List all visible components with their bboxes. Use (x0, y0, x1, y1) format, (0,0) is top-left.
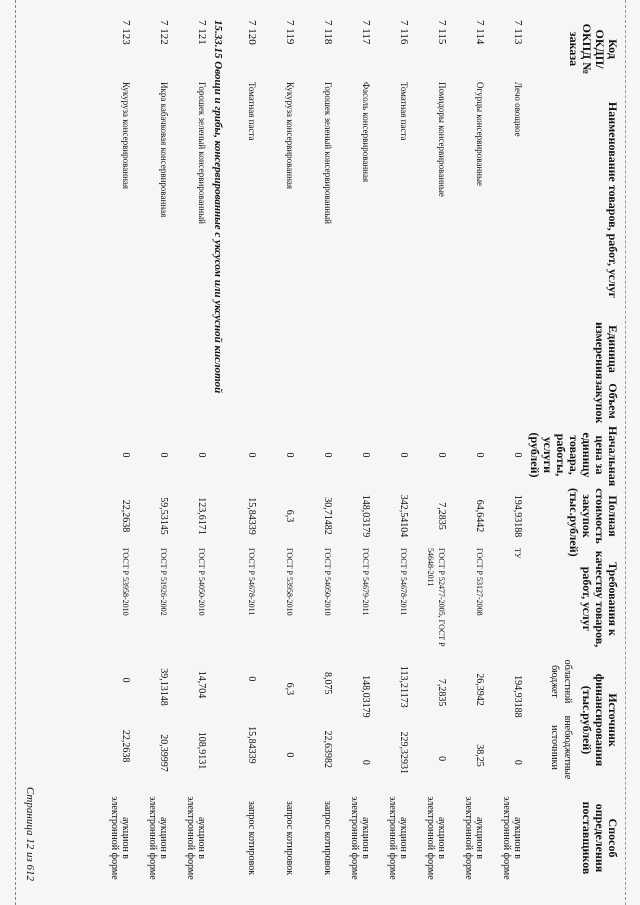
table-row (299, 18, 337, 888)
cell-fin-extra: 20,39997 (158, 734, 169, 772)
cell-name: Томатная паста (247, 82, 257, 141)
cell-financing (173, 652, 211, 788)
header-fin-regional: областной бюджет (549, 659, 573, 704)
cell-volume (413, 378, 451, 424)
header-unit: Единица измерения (593, 322, 620, 380)
cell-unit (299, 320, 337, 378)
header-name: Наименование товаров, работ, услуг (606, 101, 620, 299)
cell-method: запрос котировок (322, 800, 333, 876)
cell-method: аукцион в электронной форме (387, 796, 409, 880)
cell-total: 15,84339 (246, 497, 257, 535)
cell-financing (261, 652, 299, 788)
cell-fin-regional: 26,3942 (474, 673, 485, 706)
cell-code: 7 116 (398, 20, 410, 45)
header-financing (527, 652, 620, 788)
cell-unit (413, 320, 451, 378)
cell-code: 7 115 (436, 20, 448, 45)
header-volume: Объем закупок (593, 380, 620, 424)
cell-volume (375, 378, 413, 424)
cell-name: Лечо овощное (513, 82, 523, 137)
cell-fin-regional: 148,03179 (360, 675, 371, 718)
cell-unit (135, 320, 173, 378)
cell-fin-extra: 0 (512, 759, 523, 765)
cell-method: аукцион в электронной форме (147, 796, 169, 880)
header-fin-extra: внебюджетные источники (549, 715, 573, 780)
cell-fin-extra: 22,63982 (322, 730, 333, 768)
cell-code: 7 117 (360, 20, 372, 45)
cell-method: аукцион в электронной форме (425, 796, 447, 880)
cell-unit (451, 320, 489, 378)
cell-requirements: ГОСТ Р 51926-2002 (159, 548, 168, 616)
category-label: 15.33.15 Овощи и грибы, консервированные с уксусом или уксусной кислотой (212, 20, 224, 394)
cell-requirements: ГОСТ Р 53958-2010 (285, 548, 294, 616)
cell-requirements: ГОСТ Р 54050-2010 (323, 548, 332, 616)
cell-unit (261, 320, 299, 378)
cell-price: 0 (158, 452, 169, 458)
header-code: Код ОКДП/ ОКПД № заказа (567, 23, 620, 75)
scan-edge-top (625, 0, 640, 905)
cell-total: 6,3 (284, 509, 295, 523)
cell-code: 7 118 (322, 20, 334, 45)
table-row (173, 18, 211, 888)
cell-unit (223, 320, 261, 378)
cell-price: 0 (398, 452, 409, 458)
cell-fin-extra: 0 (436, 756, 447, 762)
cell-name: Горошек зеленый консервированный (197, 82, 207, 224)
header-method: Способ определения поставщиков (580, 801, 620, 875)
cell-total: 342,54104 (398, 494, 409, 538)
cell-code: 7 122 (158, 20, 170, 45)
cell-method: аукцион в электронной форме (501, 796, 523, 880)
cell-fin-regional: 0 (120, 677, 131, 683)
cell-price: 0 (246, 452, 257, 458)
header-requirements: Требования к качеству товаров, работ, услуг (580, 550, 620, 648)
cell-requirements: ГОСТ Р 54678-2011 (399, 548, 408, 616)
cell-volume (261, 378, 299, 424)
header-financing-title: Источник финансирования (тыс.рублей) (580, 673, 620, 767)
cell-method: аукцион в электронной форме (185, 796, 207, 880)
cell-price: 0 (436, 452, 447, 458)
cell-unit (375, 320, 413, 378)
cell-fin-regional: 8,075 (322, 672, 333, 695)
table-row (489, 18, 527, 888)
page-number: Страница 12 из 612 (24, 786, 36, 881)
cell-method: запрос котировок (284, 800, 295, 876)
cell-financing (413, 652, 451, 788)
category-row (211, 18, 223, 888)
cell-total: 64,6442 (474, 499, 485, 533)
cell-method: аукцион в электронной форме (109, 796, 131, 880)
cell-method: аукцион в электронной форме (463, 796, 485, 880)
cell-name: Фасоль консервированная (361, 82, 371, 183)
cell-financing (223, 652, 261, 788)
cell-fin-extra: 108,9131 (196, 731, 207, 770)
cell-price: 0 (474, 452, 485, 458)
header-price: Начальная цена за единицу товара, работы, услуги (рублей) (528, 426, 620, 487)
table-row (375, 18, 413, 888)
cell-name: Кукуруза консервированная (285, 82, 295, 190)
cell-fin-regional: 39,13148 (158, 668, 169, 706)
cell-financing (375, 652, 413, 788)
procurement-table (97, 18, 620, 888)
cell-volume (135, 378, 173, 424)
cell-name: Кукуруза консервированная (121, 82, 131, 190)
cell-code: 7 114 (474, 20, 486, 45)
cell-price: 0 (196, 452, 207, 458)
cell-fin-extra: 0 (360, 759, 371, 765)
cell-volume (173, 378, 211, 424)
cell-volume (223, 378, 261, 424)
cell-financing (337, 652, 375, 788)
cell-total: 7,2835 (436, 502, 447, 530)
cell-unit (97, 320, 135, 378)
cell-unit (489, 320, 527, 378)
cell-fin-regional: 14,704 (196, 670, 207, 699)
header-total: Полная стоимость закупок (тыс.рублей) (567, 488, 620, 557)
table-row (261, 18, 299, 888)
cell-fin-regional: 0 (246, 676, 257, 682)
cell-fin-regional: 7,2835 (436, 678, 447, 707)
cell-price: 0 (120, 452, 131, 458)
cell-financing (451, 652, 489, 788)
cell-code: 7 121 (196, 20, 208, 45)
cell-total: 123,6171 (196, 497, 207, 535)
cell-fin-extra: 229,32931 (398, 731, 409, 775)
cell-volume (489, 378, 527, 424)
table-header-row (527, 18, 620, 888)
cell-price: 0 (360, 452, 371, 458)
scan-edge-bottom (0, 0, 16, 905)
cell-fin-regional: 194,93188 (512, 675, 523, 718)
cell-requirements: ГОСТ Р 53127-2008 (475, 548, 484, 616)
cell-requirements: ГОСТ Р 52477-2005, ГОСТ Р 54648-2011 (426, 548, 446, 647)
cell-financing (135, 652, 173, 788)
cell-fin-extra: 0 (284, 752, 295, 758)
cell-fin-extra: 38,25 (474, 744, 485, 767)
cell-name: Томатная паста (399, 82, 409, 141)
cell-code: 7 123 (120, 20, 132, 45)
cell-requirements: ГОСТ Р 54679-2011 (361, 548, 370, 616)
table-row (135, 18, 173, 888)
cell-total: 22,2638 (120, 499, 131, 533)
table-row (413, 18, 451, 888)
cell-volume (451, 378, 489, 424)
cell-volume (337, 378, 375, 424)
cell-name: Горошек зеленый консервированный (323, 82, 333, 224)
table-row (97, 18, 135, 888)
cell-total: 194,93188 (512, 494, 523, 538)
cell-unit (173, 320, 211, 378)
cell-price: 0 (322, 452, 333, 458)
cell-fin-regional: 6,3 (284, 682, 295, 696)
cell-price: 0 (512, 452, 523, 458)
cell-code: 7 120 (246, 20, 258, 45)
cell-code: 7 119 (284, 20, 296, 45)
cell-fin-extra: 15,84339 (246, 726, 257, 764)
cell-name: Огурцы консервированные (475, 82, 485, 187)
cell-name: Икра кабачковая консервированная (159, 82, 169, 218)
cell-price: 0 (284, 452, 295, 458)
cell-method: аукцион в электронной форме (349, 796, 371, 880)
cell-total: 148,03179 (360, 494, 371, 538)
cell-total: 59,53145 (158, 497, 169, 535)
cell-code: 7 113 (512, 20, 524, 45)
cell-method: запрос котировок (246, 800, 257, 876)
cell-unit (337, 320, 375, 378)
cell-requirements: ГОСТ Р 53958-2010 (121, 548, 130, 616)
cell-requirements: ТУ (513, 548, 522, 559)
cell-name: Помидоры консервированные (437, 82, 447, 197)
cell-requirements: ГОСТ Р 54050-2010 (197, 548, 206, 616)
cell-volume (299, 378, 337, 424)
cell-financing (299, 652, 337, 788)
cell-financing (97, 652, 135, 788)
table-row (223, 18, 261, 888)
cell-volume (97, 378, 135, 424)
cell-financing (489, 652, 527, 788)
table-row (451, 18, 489, 888)
cell-requirements: ГОСТ Р 54678-2011 (247, 548, 256, 616)
cell-fin-extra: 22,2638 (120, 729, 131, 763)
cell-fin-regional: 113,21173 (398, 665, 409, 708)
cell-total: 30,71482 (322, 497, 333, 535)
table-row (337, 18, 375, 888)
